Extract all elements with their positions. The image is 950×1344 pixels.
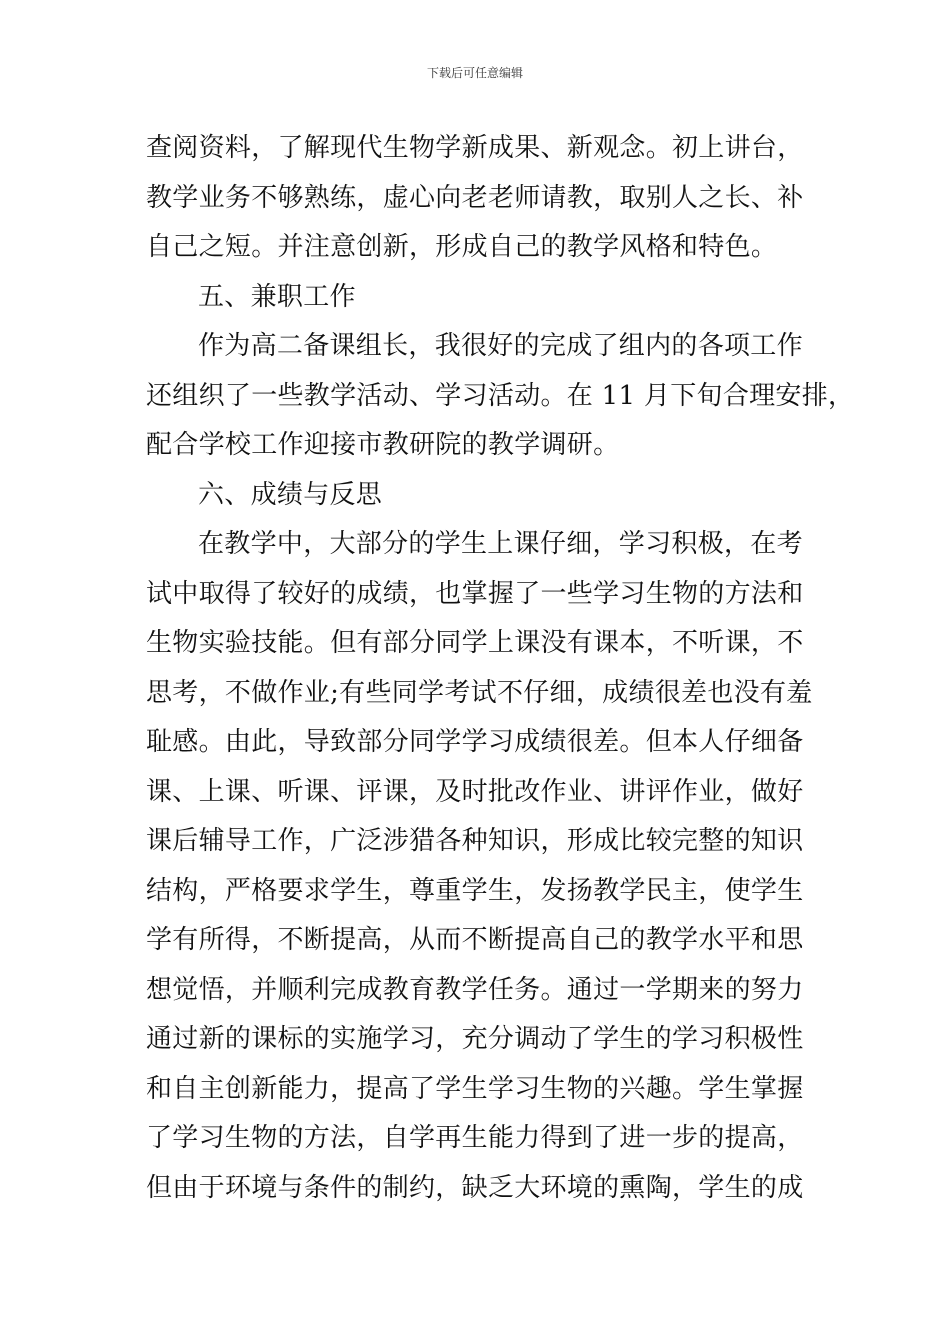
page-header: 下载后可任意编辑 bbox=[426, 66, 523, 80]
text-line: 耻感。由此，导致部分同学学习成绩很差。但本人仔细备 bbox=[146, 727, 804, 757]
text-line: 生物实验技能。但有部分同学上课没有课本，不听课，不 bbox=[146, 628, 804, 658]
text-line: 了学习生物的方法，自学再生能力得到了进一步的提高， bbox=[146, 1123, 804, 1153]
text-line: 课后辅导工作，广泛涉猎各种知识，形成比较完整的知识 bbox=[146, 826, 804, 856]
section-heading: 五、兼职工作 bbox=[198, 281, 356, 312]
text-line: 通过新的课标的实施学习，充分调动了学生的学习积极性 bbox=[146, 1024, 804, 1054]
text-line: 课、上课、听课、评课，及时批改作业、讲评作业，做好 bbox=[146, 776, 804, 807]
text-line: 学有所得，不断提高，从而不断提高自己的教学水平和思 bbox=[146, 925, 804, 955]
text-line: 试中取得了较好的成绩，也掌握了一些学习生物的方法和 bbox=[146, 578, 804, 609]
text-line: 想觉悟，并顺利完成教育教学任务。通过一学期来的努力 bbox=[146, 974, 804, 1005]
text-line: 结构，严格要求学生，尊重学生，发扬教学民主，使学生 bbox=[146, 875, 804, 906]
text-line: 还组织了一些教学活动、学习活动。在 11 月下旬合理安排， bbox=[146, 380, 855, 411]
section-heading: 六、成绩与反思 bbox=[198, 479, 383, 510]
text-line: 查阅资料，了解现代生物学新成果、新观念。初上讲台， bbox=[146, 133, 804, 163]
text-line: 但由于环境与条件的制约，缺乏大环境的熏陶，学生的成 bbox=[146, 1172, 804, 1203]
text-line: 在教学中，大部分的学生上课仔细，学习积极，在考 bbox=[198, 529, 803, 559]
text-line: 作为高二备课组长，我很好的完成了组内的各项工作 bbox=[198, 331, 803, 361]
text-line: 教学业务不够熟练，虚心向老老师请教，取别人之长、补 bbox=[146, 182, 804, 213]
text-line: 自己之短。并注意创新，形成自己的教学风格和特色。 bbox=[146, 232, 778, 262]
text-line: 和自主创新能力，提高了学生学习生物的兴趣。学生掌握 bbox=[146, 1073, 804, 1104]
document-body bbox=[146, 124, 855, 1213]
text-line: 思考，不做作业;有些同学考试不仔细，成绩很差也没有羞 bbox=[146, 677, 813, 708]
text-line: 配合学校工作迎接市教研院的教学调研。 bbox=[146, 430, 620, 460]
